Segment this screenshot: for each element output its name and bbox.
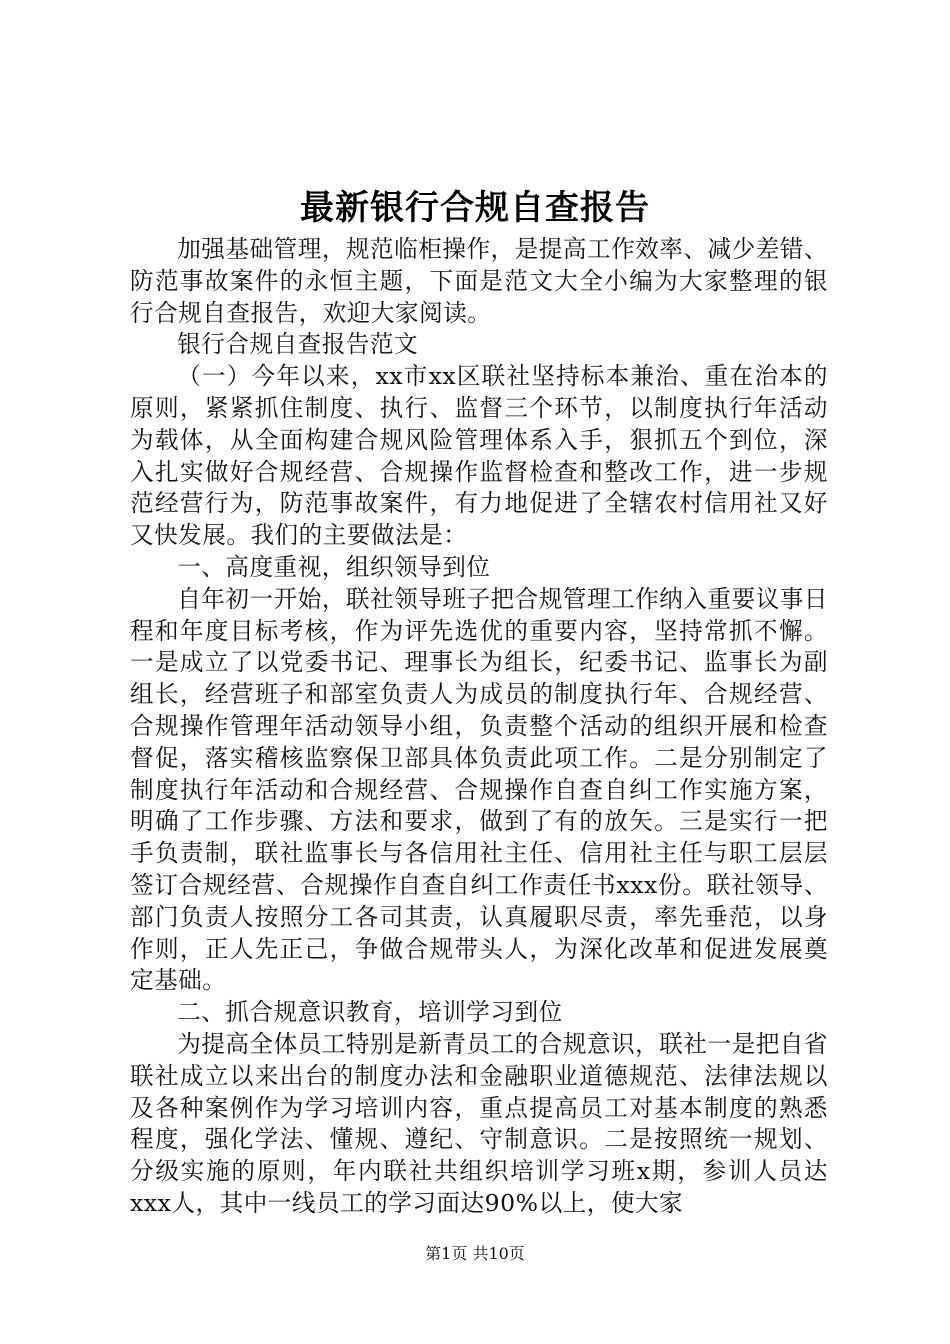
intro-paragraph: 加强基础管理，规范临柜操作，是提高工作效率、减少差错、防范事故案件的永恒主题，下面是范文大全小编为大家整理的银行合规自查报告，欢迎大家阅读。 xyxy=(130,235,828,327)
page-number: 第1页 共10页 xyxy=(425,1244,525,1263)
body-paragraph: （一）今年以来，xx市xx区联社坚持标本兼治、重在治本的原则，紧紧抓住制度、执行、监督三个环节，以制度执行年活动为载体，从全面构建合规风险管理体系入手，狠抓五个到位，深入扎实做好合规经营、合规操作监督检查和整改工作，进一步规范经营行为，防范事故案件，有力地促进了全辖农村信用社又好又快发展。我们的主要做法是： xyxy=(130,362,828,550)
section-heading: 银行合规自查报告范文 xyxy=(177,330,419,359)
body-paragraph: 为提高全体员工特别是新青员工的合规意识，联社一是把自省联社成立以来出台的制度办法和金融职业道德规范、法律法规以及各种案例作为学习培训内容，重点提高员工对基本制度的熟悉程度，强化学法、懂规、遵纪、守制意识。二是按照统一规划、分级实施的原则，年内联社共组织培训学习班x期，参训人员达xxx人，其中一线员工的学习面达90%以上，使大家 xyxy=(130,1029,828,1217)
document-title: 最新银行合规自查报告 xyxy=(300,188,650,228)
body-paragraph: 自年初一开始，联社领导班子把合规管理工作纳入重要议事日程和年度目标考核，作为评先选优的重要内容，坚持常抓不懈。一是成立了以党委书记、理事长为组长，纪委书记、监事长为副组长，经营班子和部室负责人为成员的制度执行年、合规经营、合规操作管理年活动领导小组，负责整个活动的组织开展和检查督促，落实稽核监察保卫部具体负责此项工作。二是分别制定了制度执行年活动和合规经营、合规操作自查自纠工作实施方案，明确了工作步骤、方法和要求，做到了有的放矢。三是实行一把手负责制，联社监事长与各信用社主任、信用社主任与职工层层签订合规经营、合规操作自查自纠工作责任书xxx份。联社领导、部门负责人按照分工各司其责，认真履职尽责，率先垂范，以身作则，正人先正己，争做合规带头人，为深化改革和促进发展奠定基础。 xyxy=(130,584,828,995)
section-heading: 二、抓合规意识教育，培训学习到位 xyxy=(177,998,563,1027)
section-heading: 一、高度重视，组织领导到位 xyxy=(177,552,491,581)
document-body xyxy=(130,234,828,1220)
